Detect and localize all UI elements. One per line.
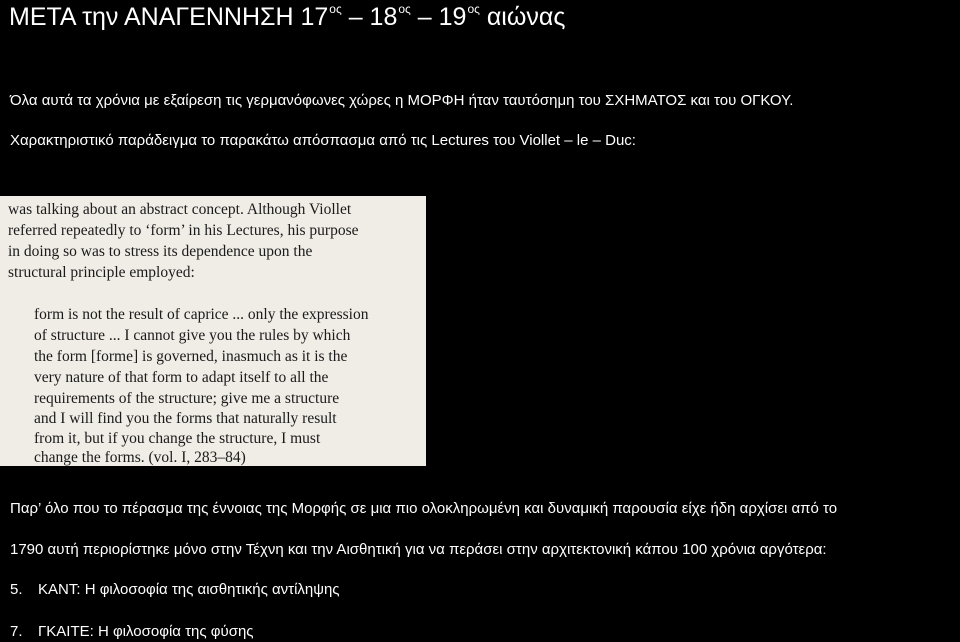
intro-line-1: Όλα αυτά τα χρόνια με εξαίρεση τις γερμανόφωνες χώρες η ΜΟΡΦΗ ήταν ταυτόσημη του ΣΧΗΜΑΤΟΣ και του ΟΓΚΟΥ. bbox=[10, 92, 794, 109]
excerpt-line: structural principle employed: bbox=[8, 264, 195, 281]
excerpt-quote-line: and I will find you the forms that naturally result bbox=[34, 410, 337, 427]
body-paragraph-line-2: 1790 αυτή περιορίστηκε μόνο στην Τέχνη και την Αισθητική για να περάσει στην αρχιτεκτονική κάπου 100 χρόνια αργότερα: bbox=[10, 541, 827, 558]
body-paragraph-line-1: Παρ’ όλο που το πέρασμα της έννοιας της Μορφής σε μια πιο ολοκληρωμένη και δυναμική παρουσία είχε ήδη αρχίσει από το bbox=[10, 500, 838, 517]
excerpt-line: referred repeatedly to ‘form’ in his Lectures, his purpose bbox=[8, 222, 359, 239]
excerpt-quote-line: of structure ... I cannot give you the rules by which bbox=[34, 327, 351, 344]
scanned-excerpt bbox=[0, 196, 426, 466]
page-title: ΜΕΤΑ την ΑΝΑΓΕΝΝΗΣΗ $17^{o\varsigma} - 18^{o\varsigma} - 19^{o\varsigma}$ αιώνας bbox=[9, 2, 566, 31]
excerpt-quote-line: from it, but if you change the structure, I must bbox=[34, 430, 321, 447]
intro-line-2: Χαρακτηριστικό παράδειγμα το παρακάτω απόσπασμα από τις Lectures του Viollet – le – Duc: bbox=[10, 132, 636, 149]
list-item-number: 5. bbox=[10, 581, 23, 598]
excerpt-quote-line: very nature of that form to adapt itself to all the bbox=[34, 369, 329, 386]
list-item bbox=[10, 580, 340, 600]
excerpt-quote-line: form is not the result of caprice ... only the expression bbox=[34, 306, 369, 323]
excerpt-line: in doing so was to stress its dependence upon the bbox=[8, 243, 313, 260]
excerpt-quote-line: requirements of the structure; give me a structure bbox=[34, 390, 340, 407]
list-item-number: 7. bbox=[10, 623, 23, 640]
list-item bbox=[10, 622, 254, 642]
excerpt-quote-line: change the forms. (vol. I, 283–84) bbox=[34, 449, 246, 466]
list-item-text: ΓΚΑΙΤΕ: Η φιλοσοφία της φύσης bbox=[38, 623, 254, 640]
list-item-text: ΚΑΝΤ: Η φιλοσοφία της αισθητικής αντίληψης bbox=[38, 581, 340, 598]
excerpt-quote-line: the form [forme] is governed, inasmuch as it is the bbox=[34, 348, 348, 365]
excerpt-line: was talking about an abstract concept. Although Viollet bbox=[8, 201, 352, 218]
